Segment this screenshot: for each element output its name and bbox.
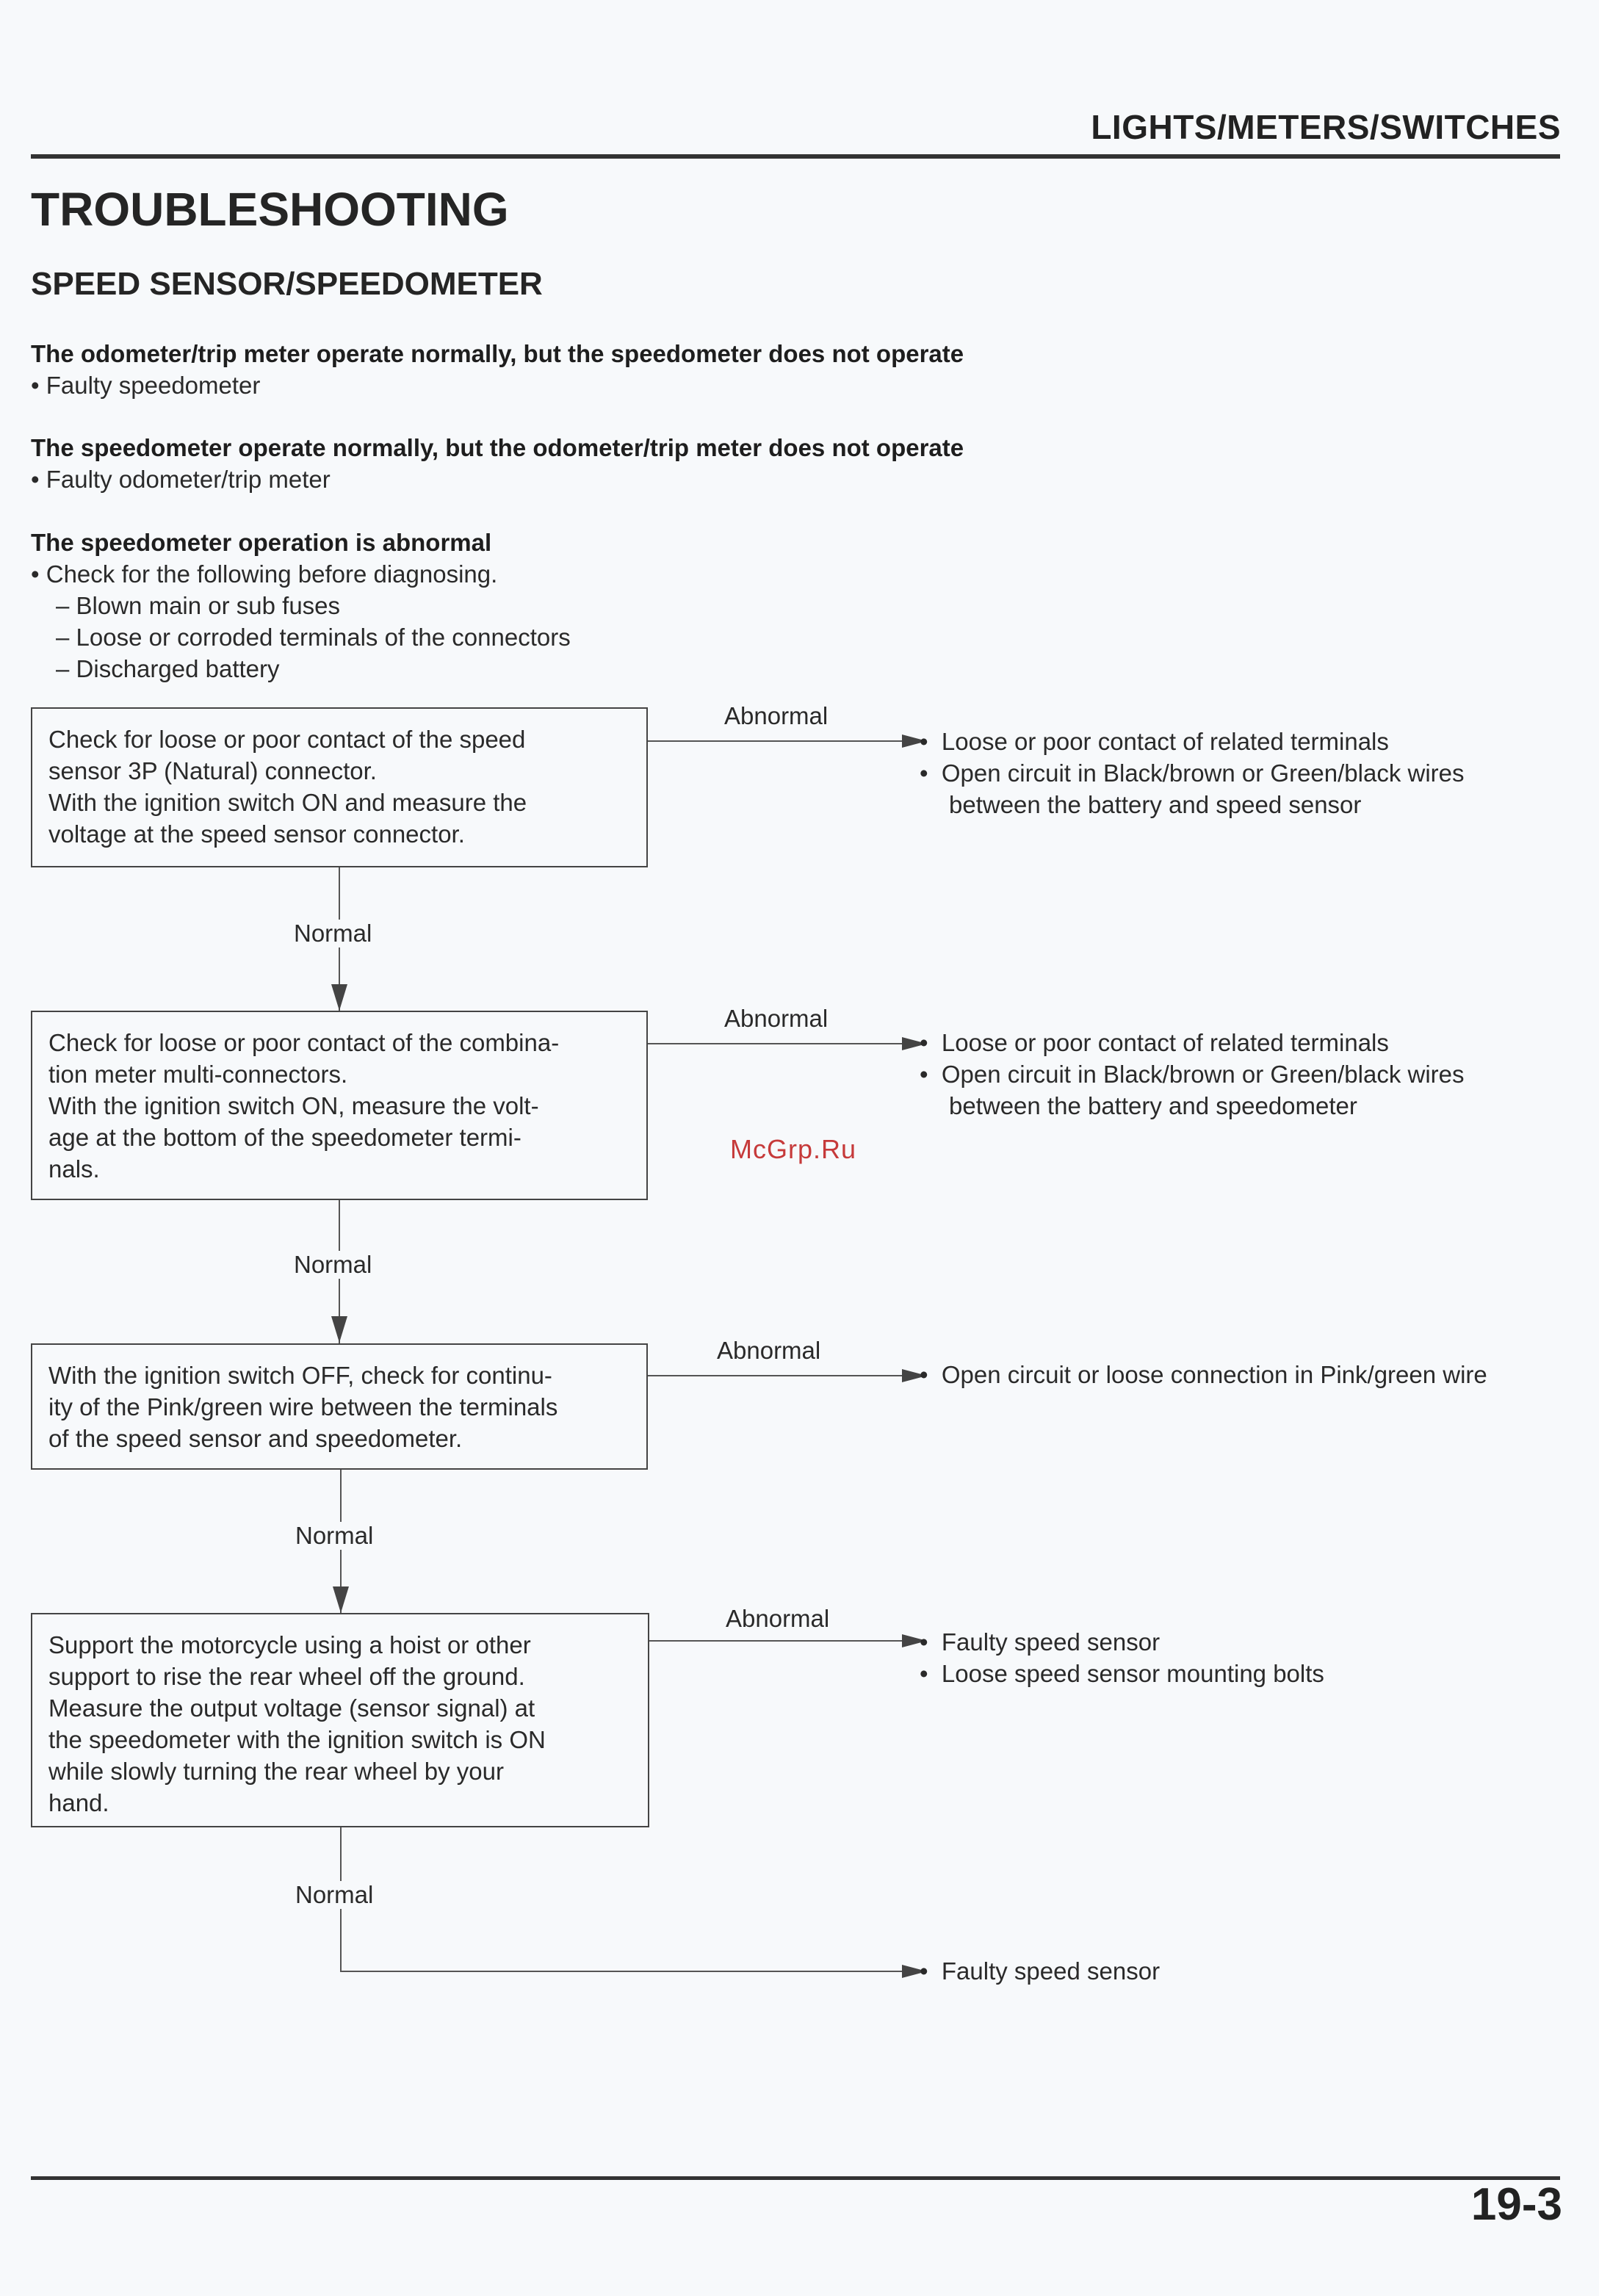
abnormal-connector bbox=[648, 740, 905, 742]
precheck-item: – Loose or corroded terminals of the connectors bbox=[56, 624, 571, 651]
page-number: 19-3 bbox=[1470, 2179, 1562, 2230]
step-2-results: • Loose or poor contact of related terminals • Open circuit in Black/brown or Green/black wires between the battery and speedometer bbox=[920, 1029, 1465, 1119]
symptom-heading-3: The speedometer operation is abnormal bbox=[31, 529, 492, 556]
normal-label: Normal bbox=[292, 1881, 376, 1909]
header-rule bbox=[31, 154, 1560, 159]
abnormal-label: Abnormal bbox=[721, 702, 831, 730]
arrow-down-icon bbox=[331, 984, 347, 1011]
final-connector bbox=[340, 1971, 905, 1972]
flow-step-3-box: With the ignition switch OFF, check for continu- ity of the Pink/green wire between the terminals of the speed sensor and speedometer. bbox=[31, 1343, 648, 1470]
final-result: • Faulty speed sensor bbox=[920, 1957, 1161, 1985]
symptom-bullet-3: • Check for the following before diagnosing. bbox=[31, 560, 498, 588]
normal-label: Normal bbox=[291, 920, 375, 947]
symptom-bullet-1: • Faulty speedometer bbox=[31, 372, 261, 399]
flow-step-1-box: Check for loose or poor contact of the speed sensor 3P (Natural) connector. With the ignition switch ON and measure the voltage at the speed sensor connector. bbox=[31, 707, 648, 867]
arrow-down-icon bbox=[333, 1586, 349, 1613]
abnormal-connector bbox=[649, 1640, 905, 1642]
step-3-results: • Open circuit or loose connection in Pink/green wire bbox=[920, 1361, 1487, 1388]
abnormal-connector bbox=[648, 1043, 905, 1044]
watermark: McGrp.Ru bbox=[730, 1134, 857, 1164]
arrow-down-icon bbox=[331, 1316, 347, 1343]
normal-label: Normal bbox=[291, 1251, 375, 1279]
symptom-heading-2: The speedometer operate normally, but the odometer/trip meter does not operate bbox=[31, 434, 964, 461]
symptom-bullet-2: • Faulty odometer/trip meter bbox=[31, 466, 331, 493]
flow-step-2-box: Check for loose or poor contact of the combina- tion meter multi-connectors. With the ignition switch ON, measure the volt- age at the bottom of the speedometer termi- nals. bbox=[31, 1011, 648, 1200]
precheck-item: – Blown main or sub fuses bbox=[56, 592, 341, 619]
flow-step-4-box: Support the motorcycle using a hoist or other support to rise the rear wheel off the ground. Measure the output voltage (sensor signal) at the speedometer with the ignition switch is ON while slowly turning the rear wheel by your hand. bbox=[31, 1613, 649, 1827]
abnormal-connector bbox=[648, 1375, 905, 1376]
page-title: TROUBLESHOOTING bbox=[31, 183, 509, 236]
footer-rule bbox=[31, 2176, 1560, 2180]
section-subtitle: SPEED SENSOR/SPEEDOMETER bbox=[31, 266, 543, 302]
abnormal-label: Abnormal bbox=[721, 1005, 831, 1033]
abnormal-label: Abnormal bbox=[723, 1605, 832, 1633]
symptom-heading-1: The odometer/trip meter operate normally, but the speedometer does not operate bbox=[31, 340, 964, 367]
precheck-item: – Discharged battery bbox=[56, 655, 280, 682]
normal-label: Normal bbox=[292, 1522, 376, 1550]
step-4-results: • Faulty speed sensor • Loose speed sensor mounting bolts bbox=[920, 1628, 1324, 1687]
step-1-results: • Loose or poor contact of related terminals • Open circuit in Black/brown or Green/black wires between the battery and speed sensor bbox=[920, 728, 1465, 818]
section-header: LIGHTS/METERS/SWITCHES bbox=[1091, 108, 1561, 146]
abnormal-label: Abnormal bbox=[714, 1337, 823, 1365]
